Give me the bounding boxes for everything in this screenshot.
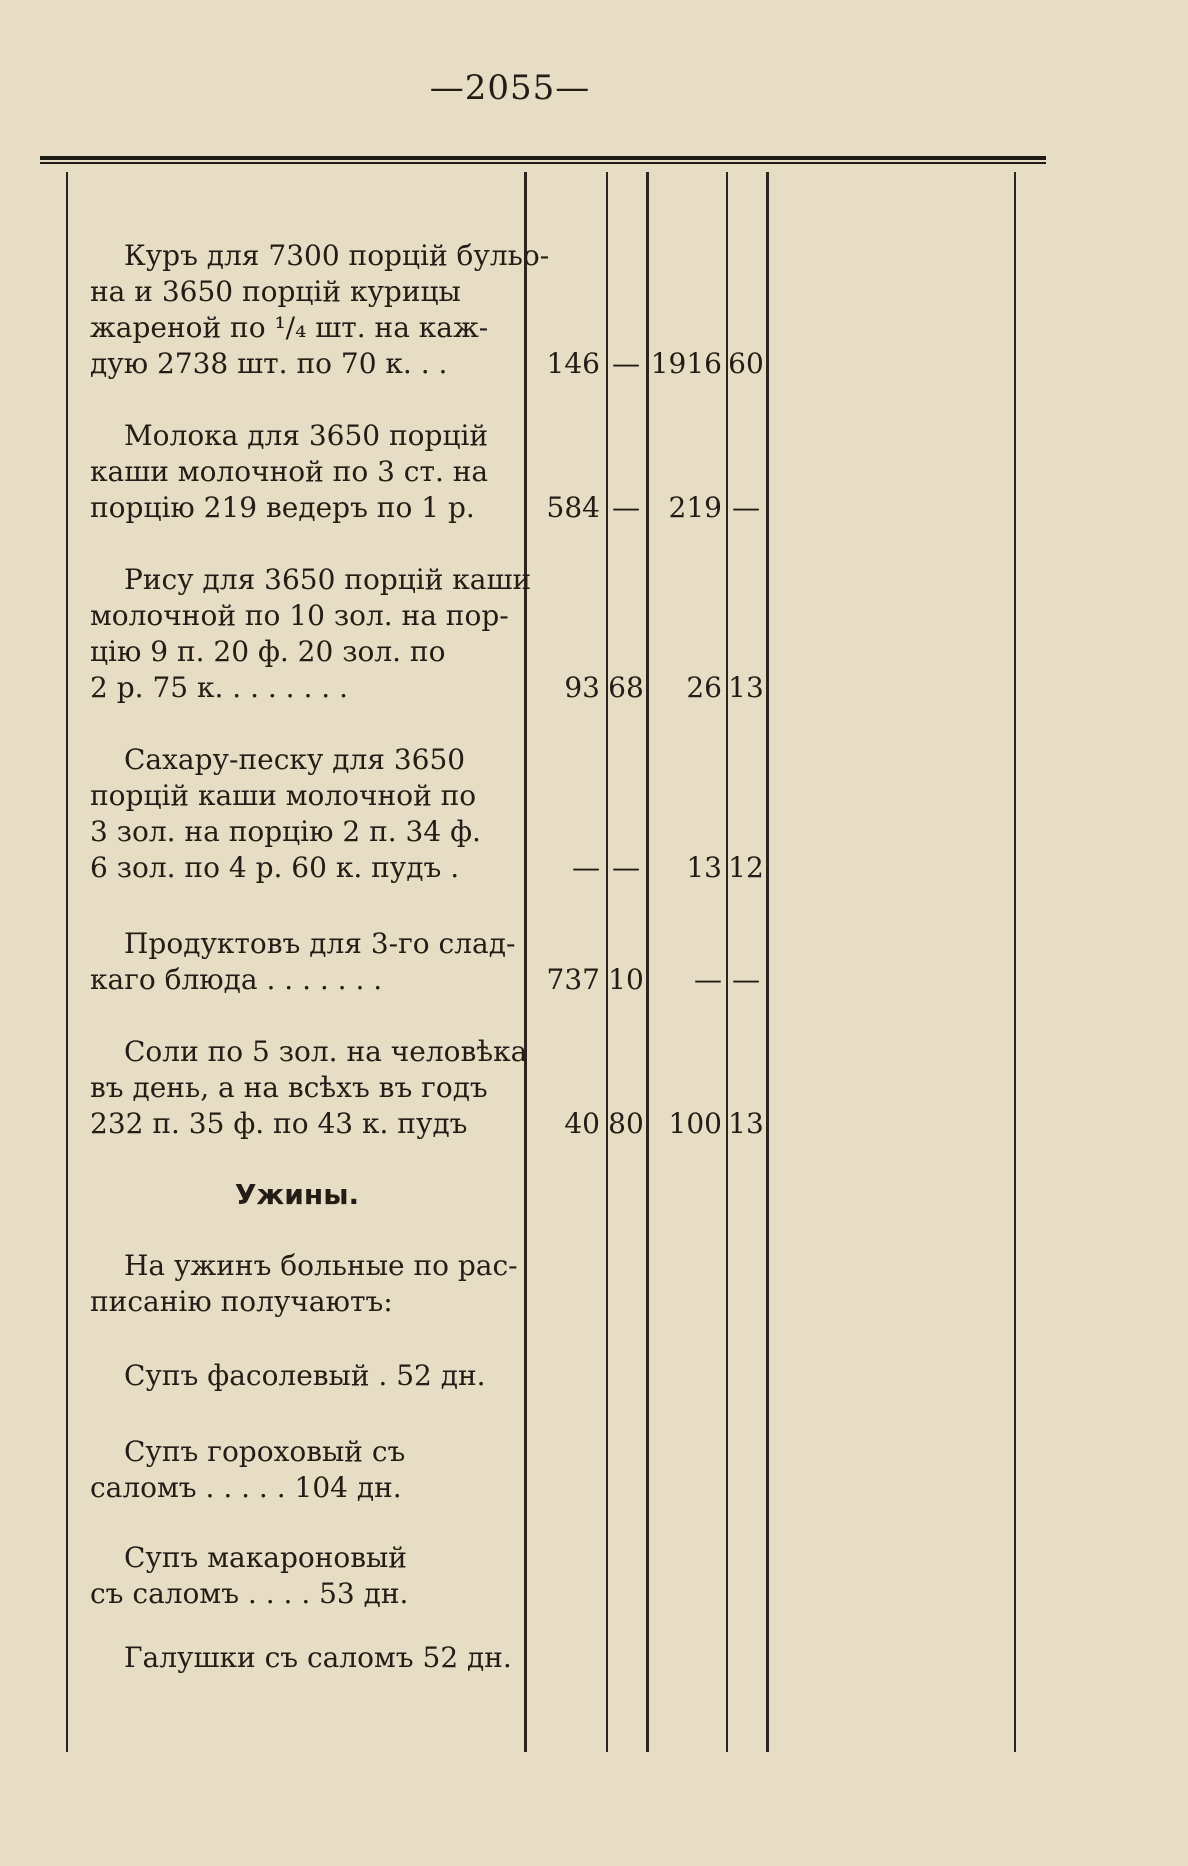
entry-line: 232 п. 35 ф. по 43 к. пудъ [90, 1107, 468, 1140]
value-rubles-2: — [694, 963, 722, 996]
supper-line: писанію получаютъ: [90, 1285, 393, 1318]
value-kopecks-2: 13 [728, 1107, 764, 1140]
value-rubles-2: 1916 [650, 347, 722, 380]
entry-line: Продуктовъ для 3-го слад- [124, 927, 516, 960]
entry-line: дую 2738 шт. по 70 к. . . [90, 347, 448, 380]
entry-line: Куръ для 7300 порцій бульо- [124, 239, 550, 272]
entry-line: каши молочной по 3 ст. на [90, 455, 489, 488]
supper-line: Супъ фасолевый . 52 дн. [124, 1359, 486, 1392]
entry-line: Рису для 3650 порцій каши [124, 563, 532, 596]
entry-line: въ день, а на всѣхъ въ годъ [90, 1071, 488, 1104]
entry-text [90, 1034, 528, 1142]
value-rubles-1: 146 [546, 347, 600, 380]
value-rubles-2: 26 [686, 671, 722, 704]
value-kopecks-2: — [732, 963, 760, 996]
column-rule-right [1014, 172, 1016, 1752]
supper-line: Галушки съ саломъ 52 дн. [124, 1641, 512, 1674]
value-rubles-1: — [572, 851, 600, 884]
column-rule-kop1 [646, 172, 649, 1752]
value-kopecks-2: 12 [728, 851, 764, 884]
column-rule-kop2 [766, 172, 769, 1752]
entry-line: жареной по ¹/₄ шт. на каж- [90, 311, 489, 344]
value-rubles-2: 100 [668, 1107, 722, 1140]
entry-text [90, 926, 516, 998]
supper-line: саломъ . . . . . 104 дн. [90, 1471, 402, 1504]
value-rubles-1: 40 [564, 1107, 600, 1140]
value-kopecks-1: 10 [608, 963, 644, 996]
entry-line: 6 зол. по 4 р. 60 к. пудъ . [90, 851, 460, 884]
value-kopecks-1: — [612, 347, 640, 380]
column-rule-left [66, 172, 68, 1752]
entry-line: молочной по 10 зол. на пор- [90, 599, 509, 632]
entry-line: на и 3650 порцій курицы [90, 275, 461, 308]
column-rule-text [524, 172, 527, 1752]
entry-line: 3 зол. на порцію 2 п. 34 ф. [90, 815, 481, 848]
supper-line: Супъ макароновый [124, 1541, 407, 1574]
value-kopecks-2: 13 [728, 671, 764, 704]
entry-line: порцію 219 ведеръ по 1 р. [90, 491, 475, 524]
supper-line: съ саломъ . . . . 53 дн. [90, 1577, 409, 1610]
top-rule-thin [40, 162, 1046, 164]
section-title: Ужины. [234, 1178, 360, 1211]
value-kopecks-2: — [732, 491, 760, 524]
entry-text [90, 238, 550, 382]
entry-line: каго блюда . . . . . . . [90, 963, 383, 996]
supper-line: Супъ гороховый съ [124, 1435, 406, 1468]
value-kopecks-1: — [612, 491, 640, 524]
value-rubles-2: 13 [686, 851, 722, 884]
entry-line: цію 9 п. 20 ф. 20 зол. по [90, 635, 446, 668]
page-number: —2055— [429, 68, 591, 108]
supper-item [90, 1358, 504, 1394]
entry-line: Соли по 5 зол. на человѣка [124, 1035, 528, 1068]
entry-line: Молока для 3650 порцій [124, 419, 489, 452]
top-rule [40, 156, 1046, 160]
value-kopecks-1: 80 [608, 1107, 644, 1140]
supper-item [90, 1540, 504, 1612]
supper-item [90, 1640, 512, 1676]
entry-text [90, 418, 504, 526]
entry-line: 2 р. 75 к. . . . . . . . [90, 671, 348, 704]
value-kopecks-1: 68 [608, 671, 644, 704]
value-rubles-1: 737 [546, 963, 600, 996]
entry-line: порцій каши молочной по [90, 779, 477, 812]
entry-line: Сахару-песку для 3650 [124, 743, 466, 776]
supper-item [90, 1434, 504, 1506]
value-rubles-1: 93 [564, 671, 600, 704]
value-rubles-1: 584 [546, 491, 600, 524]
value-kopecks-2: 60 [728, 347, 764, 380]
entry-text [90, 562, 532, 706]
supper-item [90, 1248, 518, 1320]
value-kopecks-1: — [612, 851, 640, 884]
entry-text [90, 742, 504, 886]
supper-line: На ужинъ больные по рас- [124, 1249, 518, 1282]
value-rubles-2: 219 [668, 491, 722, 524]
